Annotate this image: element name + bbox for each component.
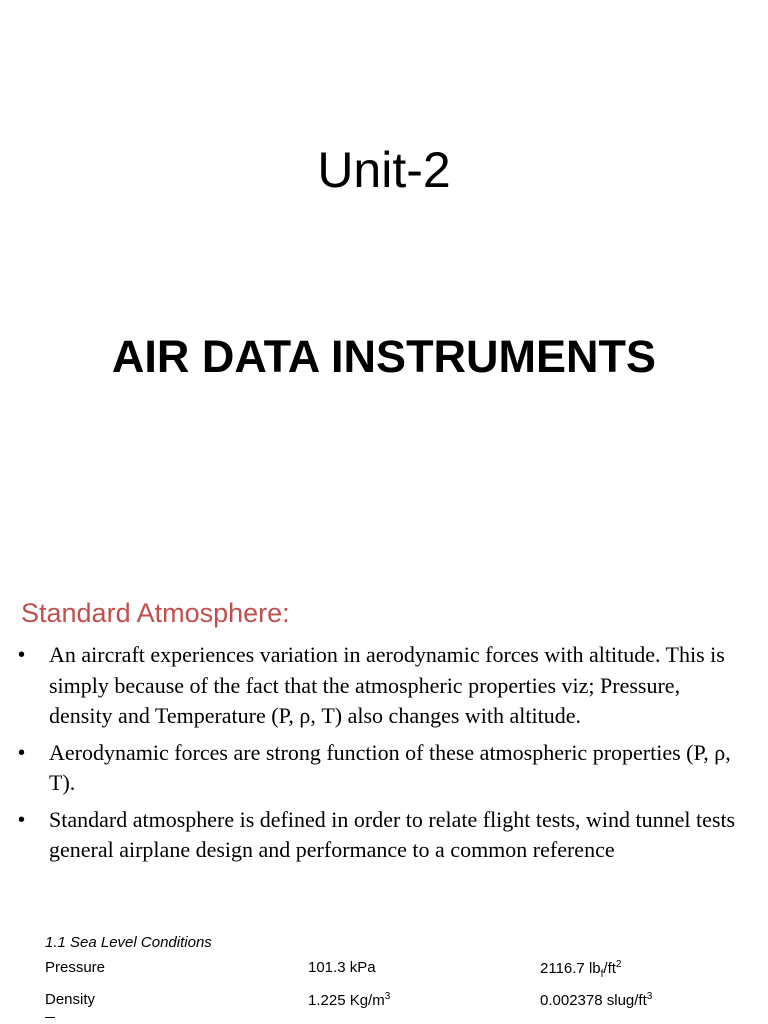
bullet-text: Aerodynamic forces are strong function of these atmospheric properties (P, ρ, T).	[49, 739, 731, 795]
si-unit-exponent: 3	[384, 991, 391, 1002]
main-title: AIR DATA INSTRUMENTS	[111, 331, 657, 382]
bullet-icon: •	[18, 644, 26, 666]
bullet-item	[18, 738, 748, 799]
bullet-text: An aircraft experiences variation in aerodynamic forces with altitude. This is simply because of the fact that the atmospheric properties viz; Pressure, density and Temperature (P, ρ, T) also changes with altitude.	[49, 642, 725, 728]
table-row	[45, 959, 745, 991]
english-unit: lb	[588, 960, 601, 977]
english-unit-exponent: 2	[615, 959, 622, 970]
sea-level-table	[45, 934, 745, 1023]
english-unit-subscript: f	[600, 969, 604, 980]
bullet-item	[18, 805, 748, 866]
bullet-item	[18, 640, 748, 732]
table-row	[45, 991, 745, 1023]
si-value: 101.3 kPa	[308, 959, 376, 976]
table-caption: 1.1 Sea Level Conditions	[45, 934, 212, 951]
english-value	[540, 959, 621, 980]
bullet-list	[18, 640, 748, 872]
english-number: 2116.7	[540, 960, 585, 977]
content-slide	[0, 576, 768, 1024]
bullet-text: Standard atmosphere is defined in order to relate flight tests, wind tunnel tests general airplane design and performance to a common reference	[49, 806, 736, 862]
row-label: Pressure	[45, 959, 106, 976]
si-number: 1.225 Kg/m	[308, 992, 385, 1009]
si-value	[308, 991, 390, 1009]
section-heading: Standard Atmosphere:	[21, 598, 290, 628]
bullet-icon: •	[18, 741, 26, 764]
english-value	[540, 991, 652, 1009]
unit-title: Unit-2	[317, 142, 451, 198]
cut-off-text-fragment	[45, 1017, 55, 1018]
bullet-icon: •	[18, 808, 26, 831]
english-unit-exponent: 3	[646, 991, 653, 1002]
english-unit-denominator: /ft	[603, 960, 616, 977]
english-number: 0.002378 slug/ft	[540, 992, 647, 1009]
row-label: Density	[45, 991, 96, 1008]
